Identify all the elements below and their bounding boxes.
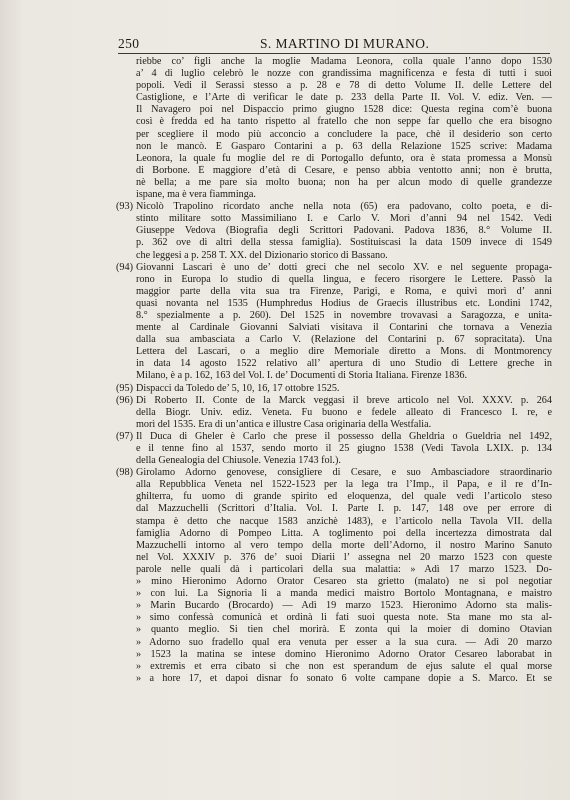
text-line: a’ 4 di luglio celebrò le nozze con grandissima magnificenza e festa di tutti i suoi: [136, 68, 552, 80]
text-line: morì del 1535. Era di un’antica e illustre Casa originaria della Westfalia.: [136, 418, 432, 430]
text-line: di Borbone. È maggiore d’età di Cesare, e penso abbia ventotto anni; non è brutta,: [136, 164, 552, 176]
text-line: Giovanni Lascari è uno de’ dotti greci che nel secolo XV. e nel seguente propaga-: [136, 261, 552, 273]
text-line: che leggesi a p. 258 T. XX. del Dizionario storico di Bassano.: [136, 249, 388, 261]
text-line: Lettera del Lascari, o a meglio dire Memoriale diretto a Mons. di Montmorency: [136, 346, 552, 358]
running-header: [118, 36, 548, 52]
text-line: rono in Europa lo studio di quella lingua, e fecero risorgere le Lettere. Passò la: [136, 273, 552, 285]
text-line: » Marin Bucardo (Brocardo) — Adì 19 marzo 1523. Hieronimo Adorno sta malis-: [136, 600, 552, 612]
text-line: della Genealogia del Chiusole. Venezia 1743 fol.).: [136, 455, 341, 467]
text-line: Il Duca di Gheler è Carlo che prese il possesso della Gheldria o Gueldria nel 1492,: [136, 430, 552, 442]
text-line: » a hore 17, et dapoi disnar fo sonato 6 volte campane dopie a S. Marco. Et se: [136, 672, 552, 684]
text-line: Nicolò Trapolino ricordato anche nella nota (65) era padovano, colto poeta, e di-: [136, 201, 552, 213]
footnote-94: [118, 262, 552, 383]
text-line: » quanto meglio. Si tien chel morirà. È zonta qui la moier di domino Otavian: [136, 624, 552, 636]
intro-paragraph: [118, 56, 552, 201]
text-line: » mino Hieronimo Adorno Orator Cesareo sta grietto (malato) ne si pol negotiar: [136, 576, 552, 588]
text-line: nel Vol. XXXIV p. 376 de’ suoi Diarii l’ assegna nel 20 marzo 1523 con queste: [136, 551, 552, 563]
footnote-98: [118, 467, 552, 685]
footnote-97: [118, 431, 552, 467]
text-line: Giuseppe Vedova (Biografia degli Scrittori Padovani. Padova 1836, 8.° Volume II.: [136, 225, 552, 237]
text-line: parole nelle quali dà i particolari della sua malattia: » Adì 17 marzo 1523. Do-: [136, 563, 552, 575]
text-line: riebbe co’ figli anche la moglie Madama Leonora, colla quale l’anno dopo 1530: [136, 56, 552, 67]
footnote-96: [118, 395, 552, 431]
text-line: stinto militare sotto Massimiliano I. e Carlo V. Morì d’anni 94 nel 1542. Vedi: [136, 213, 552, 225]
text-line: famiglia Adorno di Pompeo Litta. A toglimento poi della incertezza dimostrata dal: [136, 527, 552, 539]
text-line: in data 14 agosto 1522 relativo all’ apertura di uno Studio di Lettere greche in: [136, 358, 552, 370]
text-line: ispane, ma è vera fiamminga.: [136, 189, 256, 201]
text-line: Il Navagero poi nel Dispaccio primo giugno 1528 dice: Questa regina com’è buona: [136, 104, 552, 116]
text-line: 8.° spezialmente a p. 260). Del 1525 in novembre trovavasi a Saragozza, e unita-: [136, 309, 552, 321]
text-line: alla Repubblica Veneta nel 1522-1523 per la lega tra l’Imp., il Papa, e il re d’In-: [136, 479, 552, 491]
text-line: » 1523 la matina se intese domino Hieronimo Adorno Orator Cesareo laborabat in: [136, 648, 552, 660]
text-line: » simo confessà comunicà et ordinà li fati suoi questa note. Sta mane mo sta al-: [136, 612, 552, 624]
text-body: [118, 56, 552, 685]
text-line: dal Mazzuchelli (Scrittori d’Italia. Vol. I. Parte I. p. 147, 148 ove per errore di: [136, 503, 552, 515]
text-line: » extremis et erra cibato si che non est sperandum de ejus salute el qual morse: [136, 660, 552, 672]
header-rule: [118, 53, 550, 54]
text-line: Castiglione, e l’Arte di verificar le date p. 233 della Parte II. Vol. V. ediz. Ven. —: [136, 92, 552, 104]
text-line: p. 362 ove di altri della stessa famiglia). Sostituiscasi la data 1509 invece di 1549: [136, 237, 552, 249]
footnote-number: (98): [116, 467, 133, 479]
text-line: stampa è detto che nacque 1583 anzichè 1483), e l’articolo nella Tavola VII. della: [136, 515, 552, 527]
text-line: » Adorno suo fradello qual era venuta per esser a la sua cura. — Adì 20 marzo: [136, 636, 552, 648]
text-line: popoli. Vedi il Serassi stesso a p. 28 e 78 di detto Volume II. delle Lettere del: [136, 80, 552, 92]
footnote-number: (93): [116, 201, 133, 213]
footnote-number: (94): [116, 261, 133, 273]
text-line: » con lui. La Signoria li a manda medici maistro Bortolo Montagnana, e maistro: [136, 588, 552, 600]
text-line: Mazzuchelli intorno al vero tempo della morte dell’Adorno, il nostro Marino Sanuto: [136, 539, 552, 551]
text-line: ghilterra, fu uomo di grande spirito ed eloquenza, del quale vedi l’articolo steso: [136, 491, 552, 503]
text-line: Dispacci da Toledo de’ 5, 10, 16, 17 ottobre 1525.: [136, 382, 340, 394]
text-line: Di Roberto II. Conte de la Marck veggasi il breve articolo nel Vol. XXXV. p. 264: [136, 394, 552, 406]
page-number: 250: [118, 36, 140, 51]
text-line: Milano, è a p. 162, 163 del Vol. I. de’ Documenti di Storia Italiana. Firenze 1836.: [136, 370, 468, 382]
text-line: quasi novanta nel 1535 (Humphredus Hodius de Graecis illustribus etc. Londini 1742,: [136, 297, 552, 309]
footnote-number: (97): [116, 430, 133, 442]
text-line: per scegliere il modo più acconcio a concludere la pace, chè il desiderio son certo: [136, 128, 552, 140]
footnote-number: (95): [116, 382, 133, 394]
footnote-95: [118, 383, 552, 395]
text-line: della Biogr. Univ. ediz. Veneta. Fu buono e fedele alleato di Francesco I. re, e: [136, 406, 552, 418]
running-title: S. MARTINO DI MURANO.: [260, 36, 430, 51]
text-line: mente al Cardinale Giovanni Salviati visitava il Contarini che tornava a Venezia: [136, 322, 552, 334]
text-line: dalla sua ambasciata a Carlo V. (Relazione del Contarini p. 67 sopracitata). Una: [136, 334, 552, 346]
footnote-93: [118, 201, 552, 261]
text-line: Girolamo Adorno genovese, consigliere di Cesare, e suo Ambasciadore straordinario: [136, 467, 552, 479]
text-line: maggior parte della vita sua tra Firenze, Parigi, e Roma, e quivi morì d’ anni: [136, 285, 552, 297]
text-line: Leonora, la quale fu moglie del re di Portogallo defunto, ora è stata promessa a Monsù: [136, 152, 552, 164]
text-line: non le mancò. E Gasparo Contarini a p. 63 della Relazione 1525 scrive: Madama: [136, 140, 552, 152]
text-line: nè bella; a me pare sia molto buona; non ha per alcun modo di quelle grandezze: [136, 176, 552, 188]
text-line: così è fredda ed ha tanto rispetto al fratello che non seppe far quello che era bisogno: [136, 116, 552, 128]
footnote-number: (96): [116, 394, 133, 406]
text-line: e il tenne fino al 1537, sendo morto il 25 giugno 1538 (Vedi Tavola LXIX. p. 134: [136, 443, 552, 454]
